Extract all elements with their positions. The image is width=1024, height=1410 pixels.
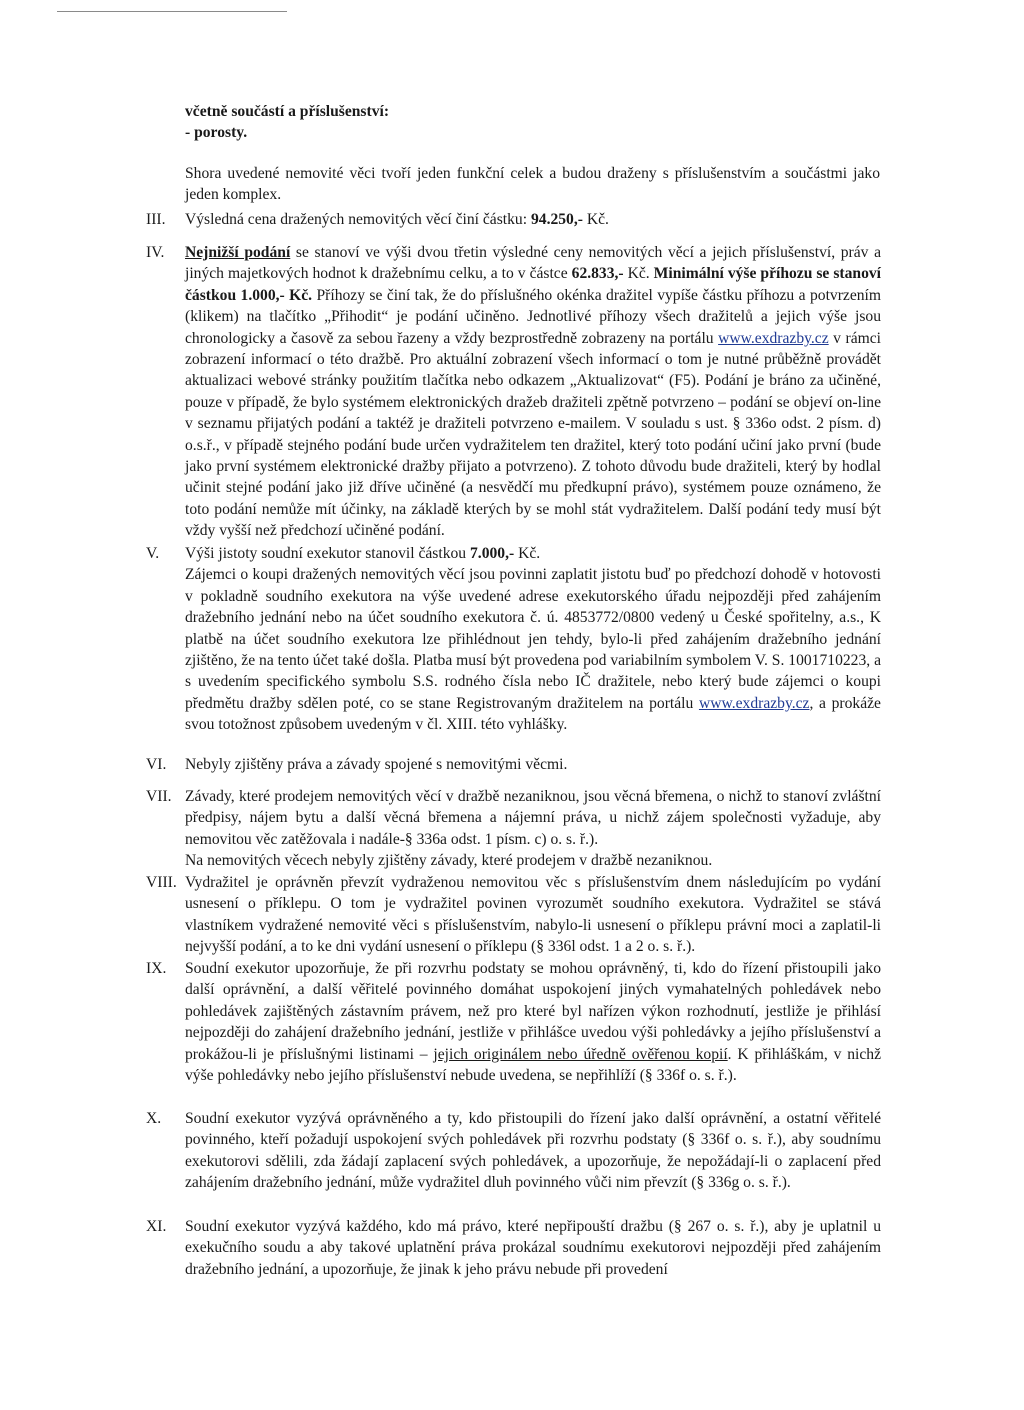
section-body — [185, 209, 881, 230]
lowest-bid-text: se stanoví ve výši dvou třetin výsledné ceny nemovitých věcí a jejich příslušenství, práv a jiných majetkových hodnot k dražebnímu celku, a to v částce — [185, 244, 881, 283]
section-text-2: Na nemovitých věcech nebyly zjištěny závady, které prodejem v dražbě nezaniknou. — [185, 852, 713, 870]
exdrazby-link-2[interactable]: www.exdrazby.cz — [698, 694, 810, 712]
price-amount: 94.250,- — [530, 211, 583, 228]
section-body — [185, 786, 881, 872]
claims-text: Soudní exekutor upozorňuje, že při rozvrhu podstaty se mohou oprávněný, ti, kdo do řízení přistoupili jako další oprávnění, a další věřitelé povinného domáhat uspokojení jiných vymahatelných pohledávek nebo pohledávek zajištěných zástavním právem, než pro které byl nařízen výkon rozhodnutí, jestliže je přihlásí nejpozději do zahájení dražebního jednání, jestliže v přihlášce uvedou výši pohledávky a jejího příslušenství a prokážou-li je příslušnými listinami – — [185, 960, 881, 1063]
section-number: XI. — [146, 1218, 167, 1235]
bidding-rules-text-2: v rámci zobrazení informací o této dražbě. Pro aktuální zobrazení všech informací o tom je nutné průběžně provádět aktualizaci webové stránky použitím tlačítka nebo odkazem „Aktualizovat“ (F5). Podání je bráno za učiněné, pouze v případě, že bylo systémem elektronických dražeb dražiteli zpětně potvrzeno – podání se objeví on-line v seznamu přijatých podání a taktéž je dražiteli potvrzeno e-mailem. V souladu s ust. § 336o odst. 2 písm. d) o.s.ř., v případě stejného podání bude určen vydražitelem ten dražitel, který toto podání učiní jako první (bude jako první systémem elektronické dražby přijato a potvrzeno). Z tohoto důvodu bude dražiteli, který by hodlal učinit stejné podání jako již dříve učiněné (a nesvědčí mu předkupní právo), systémem pouze oznámeno, že toto podání nemůže mít účinky, na základě kterých by se mohl stát vydražitelem. Další podání tedy musí být vždy vyšší než předchozí učiněné podání. — [185, 329, 881, 540]
section-body — [185, 1108, 881, 1194]
intro-paragraph — [185, 163, 880, 206]
price-currency: Kč. — [582, 211, 609, 228]
section-body — [185, 1216, 881, 1280]
section-number: V. — [146, 545, 160, 562]
section-number: VI. — [146, 756, 167, 773]
section-number: X. — [146, 1110, 162, 1127]
deposit-currency: Kč. — [514, 545, 541, 562]
lowest-bid-amount: 62.833,- — [571, 265, 624, 283]
header-block — [185, 101, 885, 144]
section-text: Soudní exekutor vyzývá oprávněného a ty, kdo přistoupili do řízení jako další oprávnění, a ostatní věřitelé povinného, kteří požadují uspokojení svých pohledávek při rozvrhu podstaty (§ 336f o. s. ř.), aby soudnímu exekutorovi sdělili, zda žádají zaplacení svých pohledávek, a upozorňuje, že nepožádají-li o zaplacení před zahájením dražebního jednání, může vydražitel dluh povinného vůči nim převzít (§ 336g o. s. ř.). — [185, 1110, 881, 1192]
section-body — [185, 242, 881, 542]
bidding-rules-text: Příhozy se činí tak, že do příslušného okénka dražitel vypíše částku příhozu a potvrzením (klikem) na tlačítko „Přihodit“ je podání učiněno. Jednotlivé příhozy všech dražitelů a jejich výše jsou chronologicky a časově za sebou řazeny a vždy bezprostředně zobrazeny na portálu — [185, 286, 882, 347]
header-line-1: včetně součástí a příslušenství: — [185, 103, 390, 120]
section-number: VII. — [146, 788, 172, 805]
section-number: IX. — [146, 960, 167, 977]
currency-text: Kč. — [623, 265, 654, 283]
deposit-rules-text: Zájemci o koupi dražených nemovitých věcí jsou povinni zaplatit jistotu buď po předchozí dohodě v hotovosti v pokladně soudního exekutora na výše uvedené adrese exekutorského úřadu nejpozději před zahájením dražebního jednání nebo na účet soudního exekutora č. ú. 4853772/0800 vedený u České spořitelny, a.s., K platbě na účet soudního exekutora lze přihlédnout jen tehdy, bylo-li před zahájením dražebního jednání zjištěno, že na tento účet také došla. Platba musí být provedena pod variabilním symbolem V. S. 1001710223, a s uvedením specifického symbolu S.S. rodného čísla nebo IČ dražitele, nebo který bude zájemci o koupi předmětu dražby sdělen poté, co se stane Registrovaným dražitelem na portálu — [185, 566, 881, 712]
min-increment-text: Minimální výše příhozu se stanoví částkou 1.000,- Kč. — [185, 265, 881, 304]
claims-underlined-text: jejich originálem nebo úředně ověřenou kopií — [433, 1045, 728, 1063]
section-body — [185, 543, 881, 736]
exdrazby-link[interactable]: www.exdrazby.cz — [718, 329, 829, 347]
section-body — [185, 872, 881, 958]
section-text: Vydražitel je oprávněn převzít vydraženou nemovitou věc s příslušenstvím dnem následujícím po vydání usnesení o příklepu. O tom je vydražitel povinen vyrozumět soudního exekutora. Vydražitel se stává vlastníkem vydražené nemovité věci s příslušenstvím, nabylo-li usnesení o příklepu právní moci a zaplatil-li nejvyšší podání, a to ke dni vydání usnesení o příklepu (§ 336l odst. 1 a 2 o. s. ř.). — [185, 874, 881, 956]
section-body — [185, 958, 881, 1086]
section-text: Nebyly zjištěny práva a závady spojené s nemovitými věcmi. — [185, 756, 568, 773]
deposit-text: Výši jistoty soudní exekutor stanovil částkou — [185, 545, 470, 562]
section-body — [185, 754, 881, 775]
section-text: Závady, které prodejem nemovitých věcí v dražbě nezaniknou, jsou věcná břemena, o nichž to stanoví zvláštní předpisy, nájem bytu a další věcná břemena a nájemní práva, u nichž zájem společnosti vyžaduje, aby nemovitou věc zatěžovala i nadále-§ 336a odst. 1 písm. c) o. s. ř.). — [185, 788, 881, 848]
section-text: Soudní exekutor vyzývá každého, kdo má právo, které nepřipouští dražbu (§ 267 o. s. ř.), aby je uplatnil u exekučního soudu a aby takové uplatnění práva prokázal soudnímu exekutorovi nejpozději před zahájením dražebního jednání, a upozorňuje, že jinak k jeho právu nebude při provedení — [185, 1218, 881, 1278]
deposit-amount: 7.000,- — [470, 545, 515, 562]
header-line-2: - porosty. — [185, 124, 248, 142]
lowest-bid-term: Nejnižší podání — [185, 244, 291, 261]
claims-text-2: . K přihláškám, v nichž výše pohledávky nebo jejího příslušenství nebude uvedena, se nepřihlíží (§ 336f o. s. ř.). — [185, 1045, 881, 1085]
section-number: IV. — [146, 244, 165, 261]
deposit-rules-text-2: , a prokáže svou totožnost způsobem uvedeným v čl. XIII. této vyhlášky. — [185, 694, 881, 734]
section-number: VIII. — [146, 874, 177, 891]
price-text: Výsledná cena dražených nemovitých věcí činí částku: — [185, 211, 531, 228]
section-number: III. — [146, 211, 166, 228]
intro-text: Shora uvedené nemovité věci tvoří jeden funkční celek a budou draženy s příslušenstvím a součástmi jako jeden komplex. — [185, 165, 880, 204]
